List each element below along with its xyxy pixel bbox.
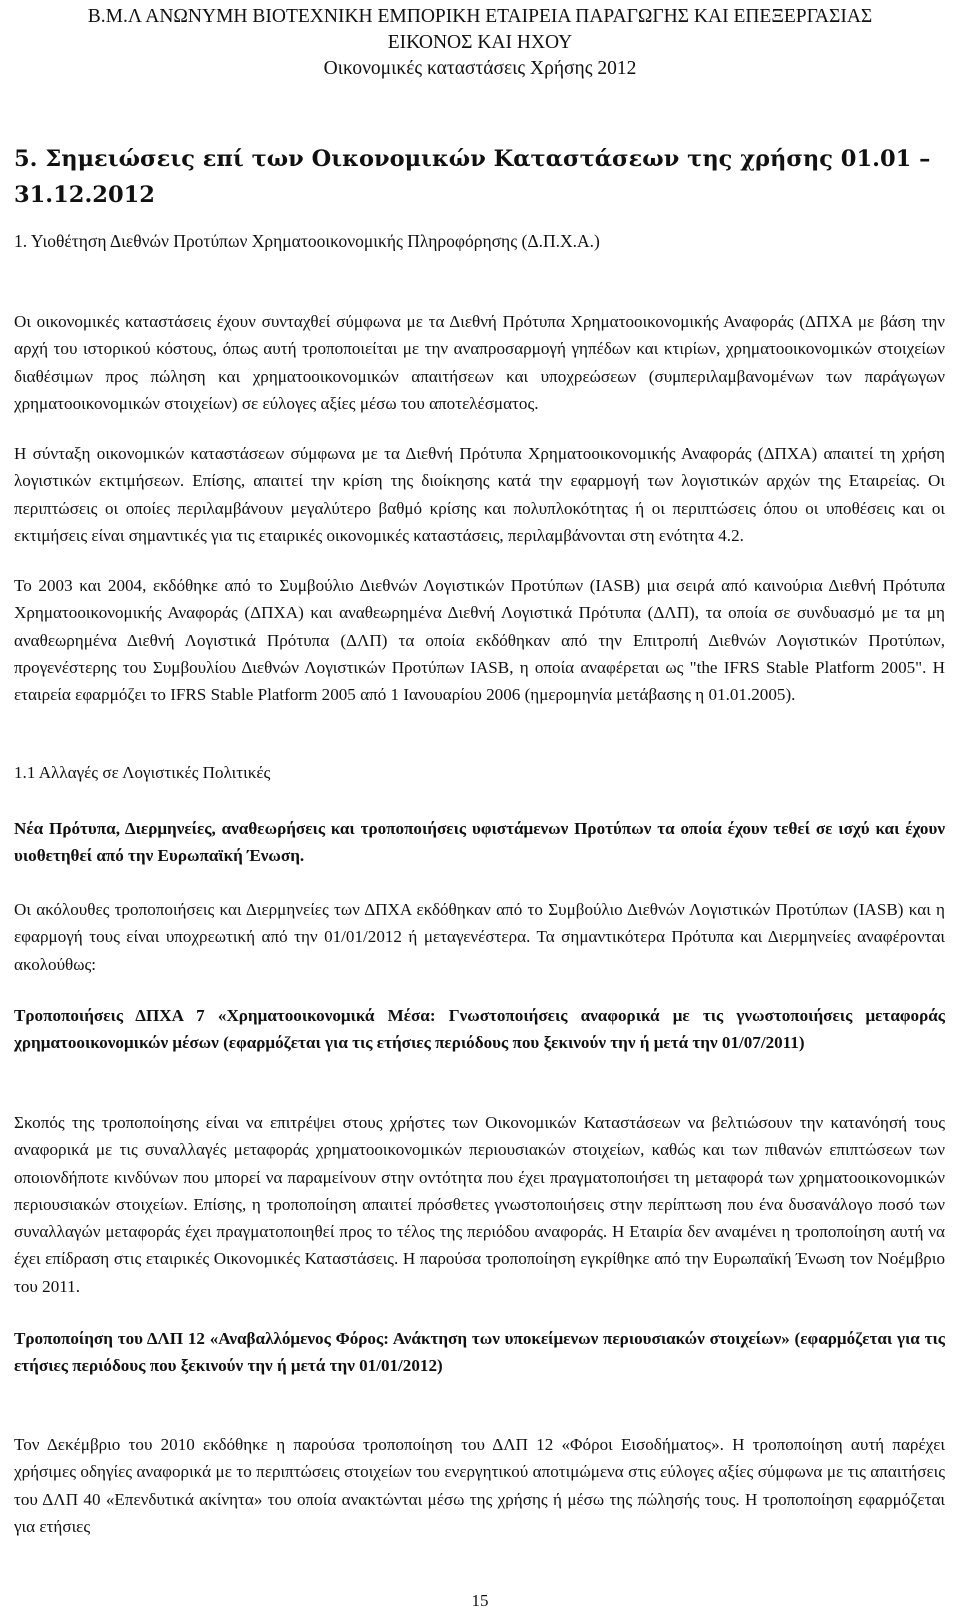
- paragraph-text: Τον Δεκέμβριο του 2010 εκδόθηκε η παρούσα τροποποίηση του ΔΛΠ 12 «Φόροι Εισοδήματος». Η τροποποίηση αυτή παρέχει χρήσιμες οδηγίες αναφορικά με το περιπτώσεις στοιχείων του ενεργητικού αποτιμώμενα στις εύλογες αξίες σύμφωνα με τις απαιτήσεις του ΔΛΠ 40 «Επενδυτικά ακίνητα» του οποία ανακτώνται μέσω της χρήσης ή μέσω της πώλησής τους. Η τροποποίηση εφαρμόζεται για ετήσιες: [14, 1435, 945, 1536]
- heading-text: Τροποποιήσεις ΔΠΧΑ 7 «Χρηματοοικονομικά Μέσα: Γνωστοποιήσεις αναφορικά με τις γνωστοποιήσεις μεταφοράς χρηματοοικονομικών μέσων (εφαρμόζεται για τις ετήσιες περιόδους που ξεκινούν την ή μετά την 01/07/2011): [14, 1006, 945, 1053]
- paragraph-text: Το 2003 και 2004, εκδόθηκε από το Συμβούλιο Διεθνών Λογιστικών Προτύπων (IASB) μια σειρά από καινούρια Διεθνή Πρότυπα Χρηματοοικονομικής Αναφοράς (ΔΠΧΑ) και αναθεωρημένα Διεθνή Λογιστικά Πρότυπα (ΔΛΠ), τα οποία σε συνδυασμό με τα μη αναθεωρημένα Διεθνή Λογιστικά Πρότυπα (ΔΛΠ) τα οποία εκδόθηκαν από την Επιτροπή Διεθνών Λογιστικών Προτύπων, προγενέστερης του Συμβουλίου Διεθνών Λογιστικών Προτύπων IASB, η οποία αναφέρεται ως "the IFRS Stable Platform 2005". Η εταιρεία εφαρμόζει το IFRS Stable Platform 2005 από 1 Ιανουαρίου 2006 (ημερομηνία μετάβασης η 01.01.2005).: [14, 576, 945, 705]
- paragraph-ifrs-history: [14, 572, 945, 708]
- paragraph-text: Οι ακόλουθες τροποποιήσεις και Διερμηνείες των ΔΠΧΑ εκδόθηκαν από το Συμβούλιο Διεθνών Λογιστικών Προτύπων (IASB) και η εφαρμογή τους είναι υποχρεωτική από την 01/01/2012 ή μεταγενέστερα. Τα σημαντικότερα Πρότυπα και Διερμηνείες αναφέρονται ακολούθως:: [14, 900, 945, 974]
- company-name-line1: Β.Μ.Λ ΑΝΩΝΥΜΗ ΒΙΟΤΕΧΝΙΚΗ ΕΜΠΟΡΙΚΗ ΕΤΑΙΡΕΙΑ ΠΑΡΑΓΩΓΗΣ ΚΑΙ ΕΠΕΞΕΡΓΑΣΙΑΣ: [87, 6, 873, 27]
- heading-accounting-policy-changes: [14, 759, 945, 786]
- paragraph-estimates: [14, 440, 945, 549]
- heading-text: Τροποποίηση του ΔΛΠ 12 «Αναβαλλόμενος Φόρος: Ανάκτηση των υποκείμενων περιουσιακών στοιχείων» (εφαρμόζεται για τις ετήσιες περιόδους που ξεκινούν την ή μετά την 01/01/2012): [14, 1329, 945, 1376]
- paragraph-ifrs7-description: [14, 1109, 945, 1300]
- heading-ifrs7-amendment: [14, 1002, 945, 1057]
- heading-ias12-amendment: [14, 1325, 945, 1380]
- company-name-line2: ΕΙΚΟΝΟΣ ΚΑΙ ΗΧΟΥ: [387, 32, 573, 53]
- paragraph-ias12-description: [14, 1431, 945, 1540]
- page-header: [0, 0, 960, 82]
- page-number: 15: [471, 1591, 489, 1610]
- report-title: Οικονομικές καταστάσεις Χρήσης 2012: [323, 58, 637, 79]
- section-subtitle: 1. Υιοθέτηση Διεθνών Προτύπων Χρηματοοικονομικής Πληροφόρησης (Δ.Π.Χ.Α.): [14, 231, 600, 251]
- heading-text: 1.1 Αλλαγές σε Λογιστικές Πολιτικές: [14, 763, 271, 782]
- heading-new-standards: [14, 815, 945, 870]
- paragraph-text: Σκοπός της τροποποίησης είναι να επιτρέψει στους χρήστες των Οικονομικών Καταστάσεων να βελτιώσουν την κατανόησή τους αναφορικά με τις συναλλαγές μεταφοράς χρηματοοικονομικών περιουσιακών στοιχείων, καθώς και των πιθανών επιπτώσεων των οποιονδήποτε κινδύνων που μπορεί να παραμείνουν στην οντότητα που έχει πραγματοποιήσει τη μεταφορά των χρηματοοικονομικών περιουσιακών στοιχείων. Επίσης, η τροποποίηση απαιτεί πρόσθετες γνωστοποιήσεις στην περίπτωση που ένα δυσανάλογο ποσό των συναλλαγών μεταφοράς έχει πραγματοποιηθεί προς το τέλος της περιόδου αναφοράς. Η Εταιρία δεν αναμένει η τροποποίηση αυτή να έχει επίδραση στις εταιρικές Οικονομικές Καταστάσεις. Η παρούσα τροποποίηση εγκρίθηκε από την Ευρωπαϊκή Ένωση τον Νοέμβριο του 2011.: [14, 1113, 945, 1296]
- heading-text: Νέα Πρότυπα, Διερμηνείες, αναθεωρήσεις και τροποποιήσεις υφιστάμενων Προτύπων τα οποία έχουν τεθεί σε ισχύ και έχουν υιοθετηθεί από την Ευρωπαϊκή Ένωση.: [14, 819, 945, 866]
- section-title: 5. Σημειώσεις επί των Οικονομικών Καταστάσεων της χρήσης 01.01 – 31.12.2012: [14, 146, 931, 208]
- paragraph-amendments-intro: [14, 896, 945, 978]
- paragraph-text: Η σύνταξη οικονομικών καταστάσεων σύμφωνα με τα Διεθνή Πρότυπα Χρηματοοικονομικής Αναφοράς (ΔΠΧΑ) απαιτεί τη χρήση λογιστικών εκτιμήσεων. Επίσης, απαιτεί την κρίση της διοίκησης κατά την εφαρμογή των λογιστικών αρχών της Εταιρείας. Οι περιπτώσεις οι οποίες περιλαμβάνουν μεγαλύτερο βαθμό κρίσης και πολυπλοκότητας ή οι περιπτώσεις όπου οι υποθέσεις και οι εκτιμήσεις είναι σημαντικές για τις εταιρικές οικονομικές καταστάσεις, περιλαμβάνονται στη ενότητα 4.2.: [14, 444, 945, 545]
- paragraph-basis-of-preparation: [14, 308, 945, 417]
- paragraph-text: Οι οικονομικές καταστάσεις έχουν συνταχθεί σύμφωνα με τα Διεθνή Πρότυπα Χρηματοοικονομικής Αναφοράς (ΔΠΧΑ με βάση την αρχή του ιστορικού κόστους, όπως αυτή τροποποιείται με την αναπροσαρμογή γηπέδων και κτιρίων, χρηματοοικονομικών στοιχείων διαθέσιμων προς πώληση και χρηματοοικονομικών απαιτήσεων και υποχρεώσεων (συμπεριλαμβανομένων των παράγωγων χρηματοοικονομικών στοιχείων) σε εύλογες αξίες μέσω του αποτελέσματος.: [14, 312, 945, 413]
